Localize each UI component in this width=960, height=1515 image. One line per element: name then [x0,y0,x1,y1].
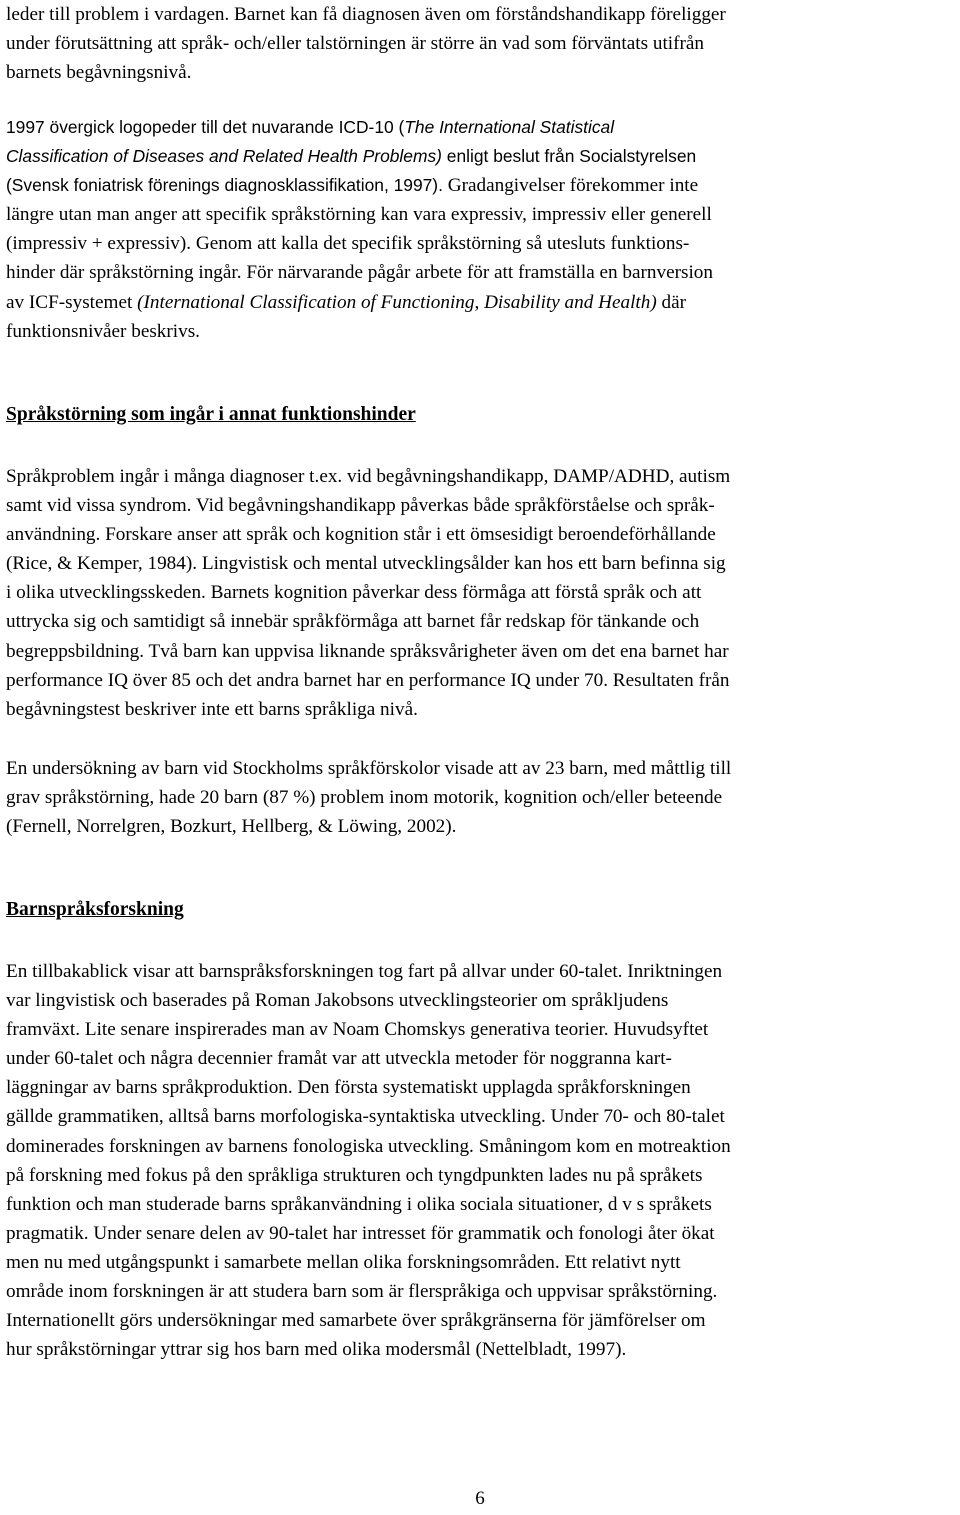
text-run: Gradangivelser förekommer inte [442,175,699,197]
text-run: där [656,291,687,313]
text-line: läggningar av barns språkproduktion. Den första systematiskt upplagda språkforskningen [6,1077,691,1099]
text-line: uttrycka sig och samtidigt så innebär språkförmåga att barnet får redskap för tänkande och [6,611,700,633]
text-line: i olika utvecklingsskeden. Barnets kognition påverkar dess förmåga att förstå språk och att [6,582,702,604]
text-line: (Rice, & Kemper, 1984). Lingvistisk och mental utvecklingsålder kan hos ett barn befinna sig [6,553,726,575]
text-line: hur språkstörningar yttrar sig hos barn med olika modersmål (Nettelbladt, 1997). [6,1339,627,1361]
paragraph-language-disorder [6,462,960,724]
text-line: Språkproblem ingår i många diagnoser t.ex. vid begåvningshandikapp, DAMP/ADHD, autism [6,466,731,487]
text-line: funktion och man studerade barns språkanvändning i olika sociala situationer, d v s språkets [6,1193,712,1215]
text-line [6,288,960,317]
text-line: performance IQ över 85 och det andra barnet har en performance IQ under 70. Resultaten från [6,669,730,691]
text-line: dominerades forskningen av barnens fonologiska utveckling. Småningom kom en motreaktion [6,1135,731,1157]
text-line: men nu med utgångspunkt i samarbete mellan olika forskningsområden. Ett relativt nytt [6,1251,681,1273]
text-line [6,113,960,142]
paragraph-stockholm-study [6,754,960,841]
text-line: användning. Forskare anser att språk och kognition står i ett ömsesidigt beroendeförhållande [6,524,716,546]
paragraph-intro-continuation [6,0,960,87]
text-line: (impressiv + expressiv). Genom att kalla det specifik språkstörning så utesluts funktions- [6,233,690,255]
text-line: var lingvistisk och baserades på Roman Jakobsons utvecklingsteorier om språkljudens [6,990,669,1012]
text-line: hinder där språkstörning ingår. För närvarande pågår arbete för att framställa en barnversion [6,262,713,284]
text-line: grav språkstörning, hade 20 barn (87 %) problem inom motorik, kognition och/eller beteende [6,787,723,809]
paragraph-child-language-research [6,957,960,1364]
section-heading: Barnspråksforskning [6,899,184,920]
paragraph-icd10 [6,113,960,346]
text-run: enligt beslut från Socialstyrelsen [441,146,697,167]
text-line: längre utan man anger att specifik språkstörning kan vara expressiv, impressiv eller generell [6,204,712,226]
text-line: barnets begåvningsnivå. [6,62,192,84]
text-line: En undersökning av barn vid Stockholms språkförskolor visade att av 23 barn, med måttlig till [6,758,732,779]
text-line: gällde grammatiken, alltså barns morfologiska-syntaktiska utveckling. Under 70- och 80-talet [6,1106,725,1128]
italic-title-run: (International Classification of Functioning, Disability and Health) [137,291,657,313]
page-number: 6 [475,1488,485,1509]
text-line: funktionsnivåer beskrivs. [6,320,200,342]
text-line: framväxt. Lite senare inspirerades man av Noam Chomskys generativa teorier. Huvudsyftet [6,1019,709,1041]
text-line: (Fernell, Norrelgren, Bozkurt, Hellberg, & Löwing, 2002). [6,816,457,838]
text-line: pragmatik. Under senare delen av 90-talet har intresset för grammatik och fonologi åter ökat [6,1222,715,1244]
text-line: begåvningstest beskriver inte ett barns språkliga nivå. [6,698,418,720]
text-line: En tillbakablick visar att barnspråksforskningen tog fart på allvar under 60-talet. Inriktningen [6,961,723,982]
text-line [6,171,960,200]
text-line: område inom forskningen är att studera barn som är flerspråkiga och uppvisar språkstörning. [6,1281,718,1303]
text-line: Internationellt görs undersökningar med samarbete över språkgränserna för jämförelser om [6,1310,706,1332]
text-run: 1997 övergick logopeder till det nuvarande ICD-10 ( [6,117,405,137]
text-line: under förutsättning att språk- och/eller talstörningen är större än vad som förväntats utifrån [6,33,704,55]
text-line: leder till problem i vardagen. Barnet kan få diagnosen även om förståndshandikapp föreligger [6,4,726,25]
text-line: begreppsbildning. Två barn kan uppvisa liknande språksvårigheter även om det ena barnet har [6,640,729,662]
section-heading: Språkstörning som ingår i annat funktionshinder [6,404,416,425]
italic-title-run: The International Statistical [404,117,615,137]
text-line: under 60-talet och några decennier framåt var att utveckla metoder för noggranna kart- [6,1048,672,1070]
text-line: samt vid vissa syndrom. Vid begåvningshandikapp påverkas både språkförståelse och språk- [6,495,715,517]
italic-title-run: Classification of Diseases and Related Health Problems) [6,146,442,167]
text-line [6,142,960,171]
text-run: av ICF-systemet [6,291,138,313]
text-line: på forskning med fokus på den språkliga strukturen och tyngdpunkten lades nu på språkets [6,1164,703,1186]
text-run: (Svensk foniatrisk förenings diagnosklassifikation, 1997). [6,175,443,196]
